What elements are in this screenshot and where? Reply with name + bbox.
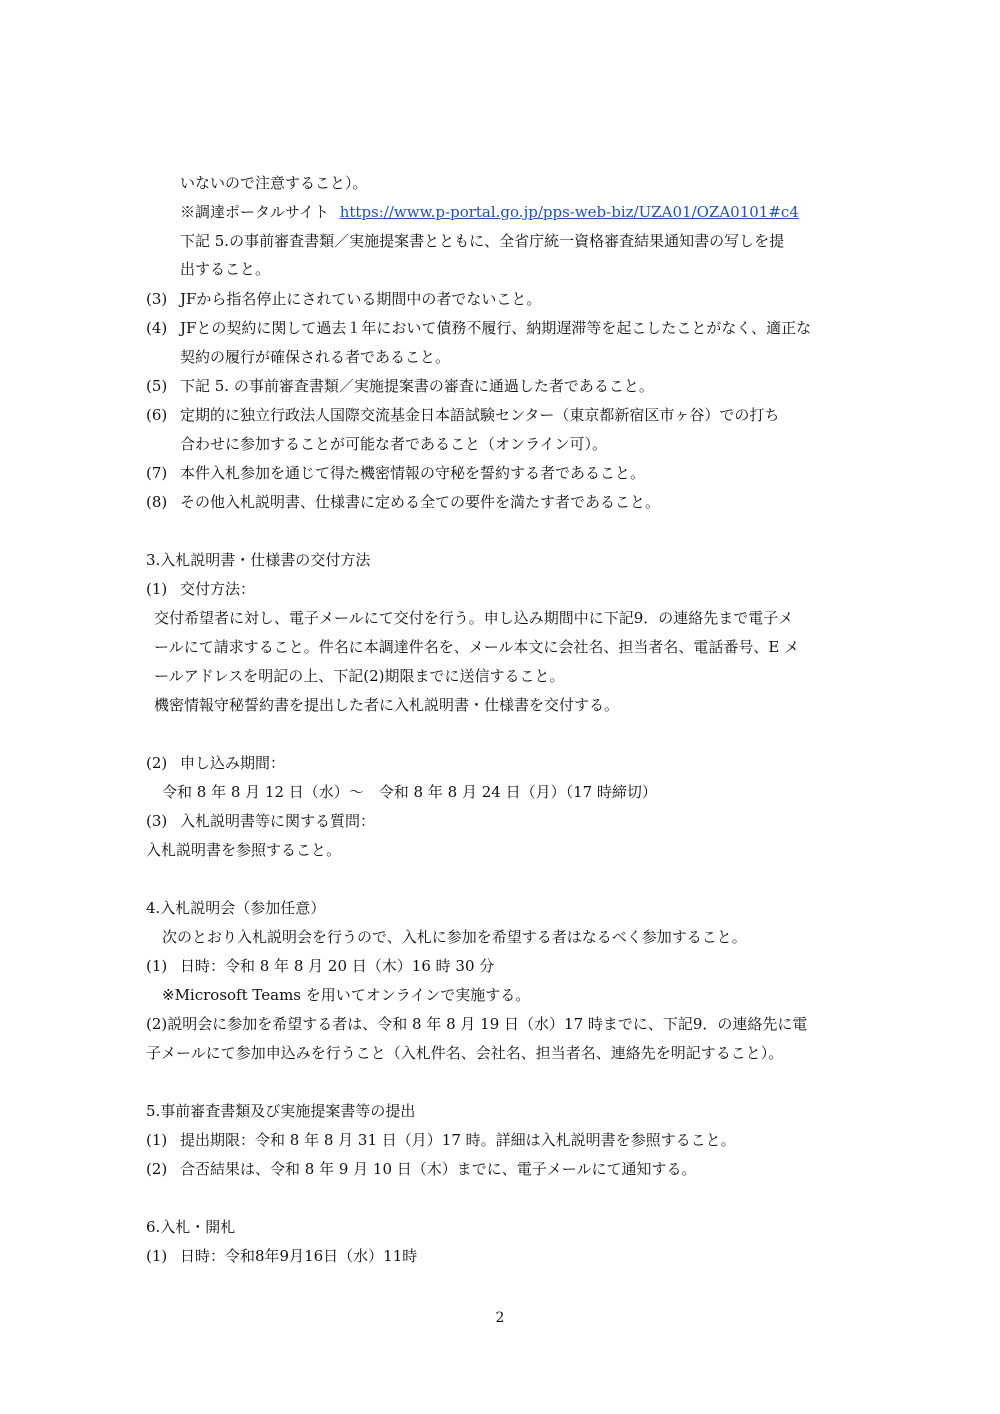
body-text: 入札説明書を参照すること。 [146,841,342,859]
item-number: (5) [146,377,168,395]
procurement-portal-link[interactable]: https://www.p-portal.go.jp/pps-web-biz/UZA01/OZA0101#c4 [339,203,799,221]
body-text: 子メールにて参加申込みを行うこと（入札件名、会社名、担当者名、連絡先を明記すること）。 [146,1044,784,1062]
item-number: (8) [146,493,168,511]
section-heading: 3.入札説明書・仕様書の交付方法 [146,551,371,569]
portal-label: ※調達ポータルサイト [180,203,329,221]
item-number: (1) [146,1131,168,1149]
requirement-text: JFから指名停止にされている期間中の者でないこと。 [180,290,542,308]
submission-deadline: 提出期限：令和 8 年 8 月 31 日（月）17 時。詳細は入札説明書を参照すること。 [180,1131,736,1149]
item-number: (1) [146,580,168,598]
item-number: (2) [146,754,168,772]
continuation-line: 下記 5.の事前審査書類／実施提案書とともに、全省庁統一資格審査結果通知書の写しを提 [180,232,785,250]
body-text: 次のとおり入札説明会を行うので、入札に参加を希望する者はなるべく参加すること。 [162,928,747,946]
result-notice: 合否結果は、令和 8 年 9 月 10 日（木）までに、電子メールにて通知する。 [180,1160,697,1178]
application-period: 令和 8 年 8 月 12 日（水）～ 令和 8 年 8 月 24 日（月）（17 時締切） [162,783,657,801]
section-heading: 4.入札説明会（参加任意） [146,899,326,917]
item-number: (3) [146,290,168,308]
item-number: (4) [146,319,168,337]
requirement-text: 契約の履行が確保される者であること。 [180,348,451,366]
requirement-text: 定期的に独立行政法人国際交流基金日本語試験センター（東京都新宿区市ヶ谷）での打ち [180,406,780,424]
item-number: (1) [146,1247,168,1265]
page-number: 2 [495,1310,505,1326]
briefing-note: ※Microsoft Teams を用いてオンラインで実施する。 [162,986,531,1004]
item-number: (7) [146,464,168,482]
item-number: (2) [146,1160,168,1178]
section-heading: 5.事前審査書類及び実施提案書等の提出 [146,1102,416,1120]
continuation-line: 出すること。 [180,260,271,278]
requirement-text: その他入札説明書、仕様書に定める全ての要件を満たす者であること。 [180,493,661,511]
item-number: (3) [146,812,168,830]
requirement-text: 下記 5. の事前審査書類／実施提案書の審査に通過した者であること。 [180,377,654,395]
portal-line [180,202,799,222]
requirement-text: 本件入札参加を通じて得た機密情報の守秘を誓約する者であること。 [180,464,646,482]
item-number: (6) [146,406,168,424]
body-text: (2)説明会に参加を希望する者は、令和 8 年 8 月 19 日（水）17 時までに、下記9．の連絡先に電 [146,1015,808,1033]
body-text: 交付希望者に対し、電子メールにて交付を行う。申し込み期間中に下記9．の連絡先まで電子メ [154,609,794,627]
briefing-datetime: 日時：令和 8 年 8 月 20 日（木）16 時 30 分 [180,957,495,975]
requirement-text: JFとの契約に関して過去１年において債務不履行、納期遅滞等を起こしたことがなく、適正な [180,319,812,337]
item-label: 交付方法： [180,580,256,598]
bid-datetime: 日時：令和8年9月16日（水）11時 [180,1247,418,1265]
item-number: (1) [146,957,168,975]
body-text: 機密情報守秘誓約書を提出した者に入札説明書・仕様書を交付する。 [154,696,620,714]
section-heading: 6.入札・開札 [146,1218,236,1236]
body-text: ールアドレスを明記の上、下記(2)期限までに送信すること。 [154,667,565,685]
requirement-text: 合わせに参加することが可能な者であること（オンライン可）。 [180,435,608,453]
item-label: 申し込み期間： [180,754,286,772]
body-text: ールにて請求すること。件名に本調達件名を、メール本文に会社名、担当者名、電話番号、E メ [154,638,800,656]
item-label: 入札説明書等に関する質問： [180,812,376,830]
continuation-line: いないので注意すること）。 [180,174,368,192]
